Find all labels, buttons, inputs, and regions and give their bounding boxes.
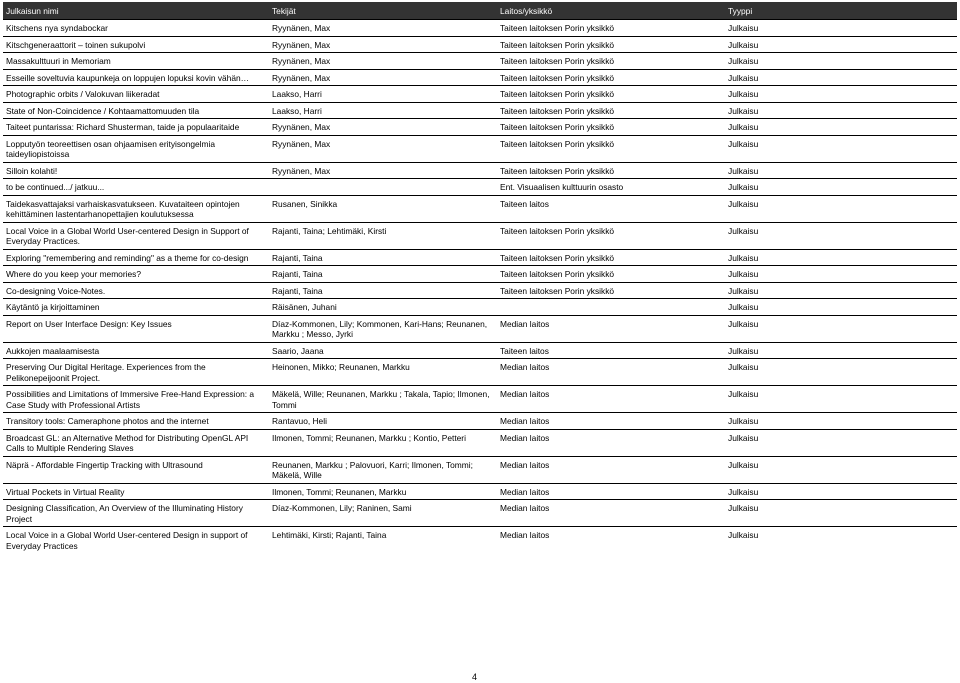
cell-unit: Taiteen laitos xyxy=(497,342,725,359)
cell-unit: Median laitos xyxy=(497,527,725,554)
cell-type: Julkaisu xyxy=(725,413,957,430)
table-row xyxy=(3,266,957,283)
cell-unit: Taiteen laitoksen Porin yksikkö xyxy=(497,222,725,249)
table-row xyxy=(3,69,957,86)
cell-unit: Taiteen laitoksen Porin yksikkö xyxy=(497,53,725,70)
cell-authors: Díaz-Kommonen, Lily; Kommonen, Kari-Hans; Reunanen, Markku ; Messo, Jyrki xyxy=(269,315,497,342)
cell-type: Julkaisu xyxy=(725,429,957,456)
table-row xyxy=(3,119,957,136)
cell-type: Julkaisu xyxy=(725,36,957,53)
cell-title: Käytäntö ja kirjoittaminen xyxy=(3,299,269,316)
cell-authors: Ilmonen, Tommi; Reunanen, Markku xyxy=(269,483,497,500)
cell-type: Julkaisu xyxy=(725,266,957,283)
table-row xyxy=(3,342,957,359)
cell-type: Julkaisu xyxy=(725,162,957,179)
cell-authors: Rantavuo, Heli xyxy=(269,413,497,430)
table-row xyxy=(3,282,957,299)
cell-unit: Ent. Visuaalisen kulttuurin osasto xyxy=(497,179,725,196)
publications-table xyxy=(3,2,957,553)
cell-authors: Räisänen, Juhani xyxy=(269,299,497,316)
cell-unit: Taiteen laitoksen Porin yksikkö xyxy=(497,266,725,283)
cell-unit: Taiteen laitoksen Porin yksikkö xyxy=(497,119,725,136)
table-row xyxy=(3,527,957,554)
cell-unit: Median laitos xyxy=(497,456,725,483)
cell-authors: Lehtimäki, Kirsti; Rajanti, Taina xyxy=(269,527,497,554)
cell-unit: Taiteen laitoksen Porin yksikkö xyxy=(497,102,725,119)
cell-unit: Median laitos xyxy=(497,483,725,500)
table-row xyxy=(3,299,957,316)
cell-title: Transitory tools: Cameraphone photos and the internet xyxy=(3,413,269,430)
cell-authors: Ryynänen, Max xyxy=(269,53,497,70)
cell-authors: Rajanti, Taina xyxy=(269,249,497,266)
cell-title: State of Non-Coincidence / Kohtaamattomuuden tila xyxy=(3,102,269,119)
cell-type: Julkaisu xyxy=(725,69,957,86)
cell-type: Julkaisu xyxy=(725,282,957,299)
cell-unit: Taiteen laitoksen Porin yksikkö xyxy=(500,23,615,33)
table-row xyxy=(3,483,957,500)
cell-title: Näprä - Affordable Fingertip Tracking with Ultrasound xyxy=(3,456,269,483)
cell-unit: Taiteen laitoksen Porin yksikkö xyxy=(497,36,725,53)
table-row xyxy=(3,135,957,162)
cell-title: Massakulttuuri in Memoriam xyxy=(3,53,269,70)
cell-unit: Taiteen laitoksen Porin yksikkö xyxy=(497,135,725,162)
cell-title: Silloin kolahti! xyxy=(3,162,269,179)
cell-type: Julkaisu xyxy=(725,86,957,103)
cell-type: Julkaisu xyxy=(725,135,957,162)
table-row xyxy=(3,315,957,342)
cell-unit: Taiteen laitoksen Porin yksikkö xyxy=(497,162,725,179)
cell-authors: Laakso, Harri xyxy=(269,102,497,119)
cell-title: Taidekasvattajaksi varhaiskasvatukseen. Kuvataiteen opintojen kehittäminen lastentarhanopettajien koulutuksessa xyxy=(3,195,269,222)
cell-authors: Rajanti, Taina; Lehtimäki, Kirsti xyxy=(269,222,497,249)
cell-authors: Ilmonen, Tommi; Reunanen, Markku ; Kontio, Petteri xyxy=(269,429,497,456)
table-row xyxy=(3,249,957,266)
cell-title: Local Voice in a Global World User-centered Design in Support of Everyday Practices. xyxy=(3,222,269,249)
table-row xyxy=(3,413,957,430)
cell-unit: Median laitos xyxy=(497,413,725,430)
cell-authors: Ryynänen, Max xyxy=(269,69,497,86)
cell-type: Julkaisu xyxy=(725,119,957,136)
cell-title: Preserving Our Digital Heritage. Experiences from the Pelikonepeijoonit Project. xyxy=(3,359,269,386)
cell-title: Kitschgeneraattorit – toinen sukupolvi xyxy=(3,36,269,53)
cell-authors: Reunanen, Markku ; Palovuori, Karri; Ilmonen, Tommi; Mäkelä, Wille xyxy=(269,456,497,483)
table-row xyxy=(3,179,957,196)
cell-type: Julkaisu xyxy=(725,249,957,266)
cell-type: Julkaisu xyxy=(725,102,957,119)
table-row xyxy=(3,162,957,179)
cell-authors: Saario, Jaana xyxy=(269,342,497,359)
cell-title: Virtual Pockets in Virtual Reality xyxy=(3,483,269,500)
table-row xyxy=(3,222,957,249)
cell-authors: Díaz-Kommonen, Lily; Raninen, Sami xyxy=(269,500,497,527)
table-body xyxy=(3,20,957,554)
column-header-authors: Tekijät xyxy=(269,2,497,20)
cell-title: Possibilities and Limitations of Immersive Free-Hand Expression: a Case Study with Professional Artists xyxy=(3,386,269,413)
cell-type: Julkaisu xyxy=(728,23,759,33)
table-row xyxy=(3,36,957,53)
table-row xyxy=(3,429,957,456)
cell-unit: Median laitos xyxy=(497,315,725,342)
cell-type: Julkaisu xyxy=(725,195,957,222)
cell-authors: Laakso, Harri xyxy=(269,86,497,103)
table-row xyxy=(3,195,957,222)
cell-authors: Rajanti, Taina xyxy=(269,266,497,283)
cell-title: Lopputyön teoreettisen osan ohjaamisen erityisongelmia taideyliopistoissa xyxy=(3,135,269,162)
column-header-title: Julkaisun nimi xyxy=(3,2,269,20)
cell-type: Julkaisu xyxy=(725,456,957,483)
cell-type: Julkaisu xyxy=(725,222,957,249)
cell-unit: Taiteen laitos xyxy=(497,195,725,222)
cell-authors xyxy=(269,179,497,196)
column-header-unit: Laitos/yksikkö xyxy=(497,2,725,20)
cell-authors: Mäkelä, Wille; Reunanen, Markku ; Takala, Tapio; Ilmonen, Tommi xyxy=(269,386,497,413)
cell-unit: Median laitos xyxy=(497,429,725,456)
cell-authors: Ryynänen, Max xyxy=(269,162,497,179)
cell-title: Photographic orbits / Valokuvan liikeradat xyxy=(3,86,269,103)
table-row xyxy=(3,86,957,103)
cell-type: Julkaisu xyxy=(725,179,957,196)
cell-type: Julkaisu xyxy=(725,315,957,342)
cell-type: Julkaisu xyxy=(725,299,957,316)
cell-authors: Rusanen, Sinikka xyxy=(269,195,497,222)
cell-type: Julkaisu xyxy=(725,53,957,70)
cell-type: Julkaisu xyxy=(725,386,957,413)
cell-title: Aukkojen maalaamisesta xyxy=(3,342,269,359)
cell-type: Julkaisu xyxy=(725,342,957,359)
cell-title: Taiteet puntarissa: Richard Shusterman, taide ja populaaritaide xyxy=(3,119,269,136)
table-row xyxy=(3,102,957,119)
table-row xyxy=(3,500,957,527)
page-number: 4 xyxy=(472,672,478,682)
cell-unit: Taiteen laitoksen Porin yksikkö xyxy=(497,69,725,86)
cell-title: Local Voice in a Global World User-centered Design in support of Everyday Practices xyxy=(3,527,269,554)
cell-unit: Taiteen laitoksen Porin yksikkö xyxy=(497,86,725,103)
cell-authors: Ryynänen, Max xyxy=(269,135,497,162)
cell-type: Julkaisu xyxy=(725,500,957,527)
cell-title: Exploring "remembering and reminding" as a theme for co-design xyxy=(3,249,269,266)
cell-title: Report on User Interface Design: Key Issues xyxy=(3,315,269,342)
cell-authors: Ryynänen, Max xyxy=(269,119,497,136)
cell-unit xyxy=(497,299,725,316)
cell-authors: Heinonen, Mikko; Reunanen, Markku xyxy=(269,359,497,386)
cell-title: Designing Classification, An Overview of the Illuminating History Project xyxy=(3,500,269,527)
cell-unit: Median laitos xyxy=(497,359,725,386)
cell-type: Julkaisu xyxy=(725,359,957,386)
cell-unit: Median laitos xyxy=(497,386,725,413)
cell-title: Esseille soveltuvia kaupunkeja on loppujen lopuksi kovin vähän… xyxy=(3,69,269,86)
cell-unit: Taiteen laitoksen Porin yksikkö xyxy=(497,282,725,299)
table-row xyxy=(3,359,957,386)
cell-title: Broadcast GL: an Alternative Method for Distributing OpenGL API Calls to Multiple Rendering Slaves xyxy=(3,429,269,456)
cell-title: Kitschens nya syndabockar xyxy=(6,23,108,33)
cell-authors: Ryynänen, Max xyxy=(272,23,331,33)
cell-unit: Median laitos xyxy=(497,500,725,527)
cell-authors: Ryynänen, Max xyxy=(269,36,497,53)
cell-title: Co-designing Voice-Notes. xyxy=(3,282,269,299)
table-row xyxy=(3,53,957,70)
column-header-type: Tyyppi xyxy=(725,2,957,20)
table-row xyxy=(3,20,957,37)
cell-type: Julkaisu xyxy=(725,483,957,500)
table-header-row xyxy=(3,2,957,20)
cell-authors: Rajanti, Taina xyxy=(269,282,497,299)
cell-title: Where do you keep your memories? xyxy=(3,266,269,283)
table-row xyxy=(3,386,957,413)
cell-title: to be continued.../ jatkuu... xyxy=(3,179,269,196)
cell-unit: Taiteen laitoksen Porin yksikkö xyxy=(497,249,725,266)
table-row xyxy=(3,456,957,483)
cell-type: Julkaisu xyxy=(725,527,957,554)
